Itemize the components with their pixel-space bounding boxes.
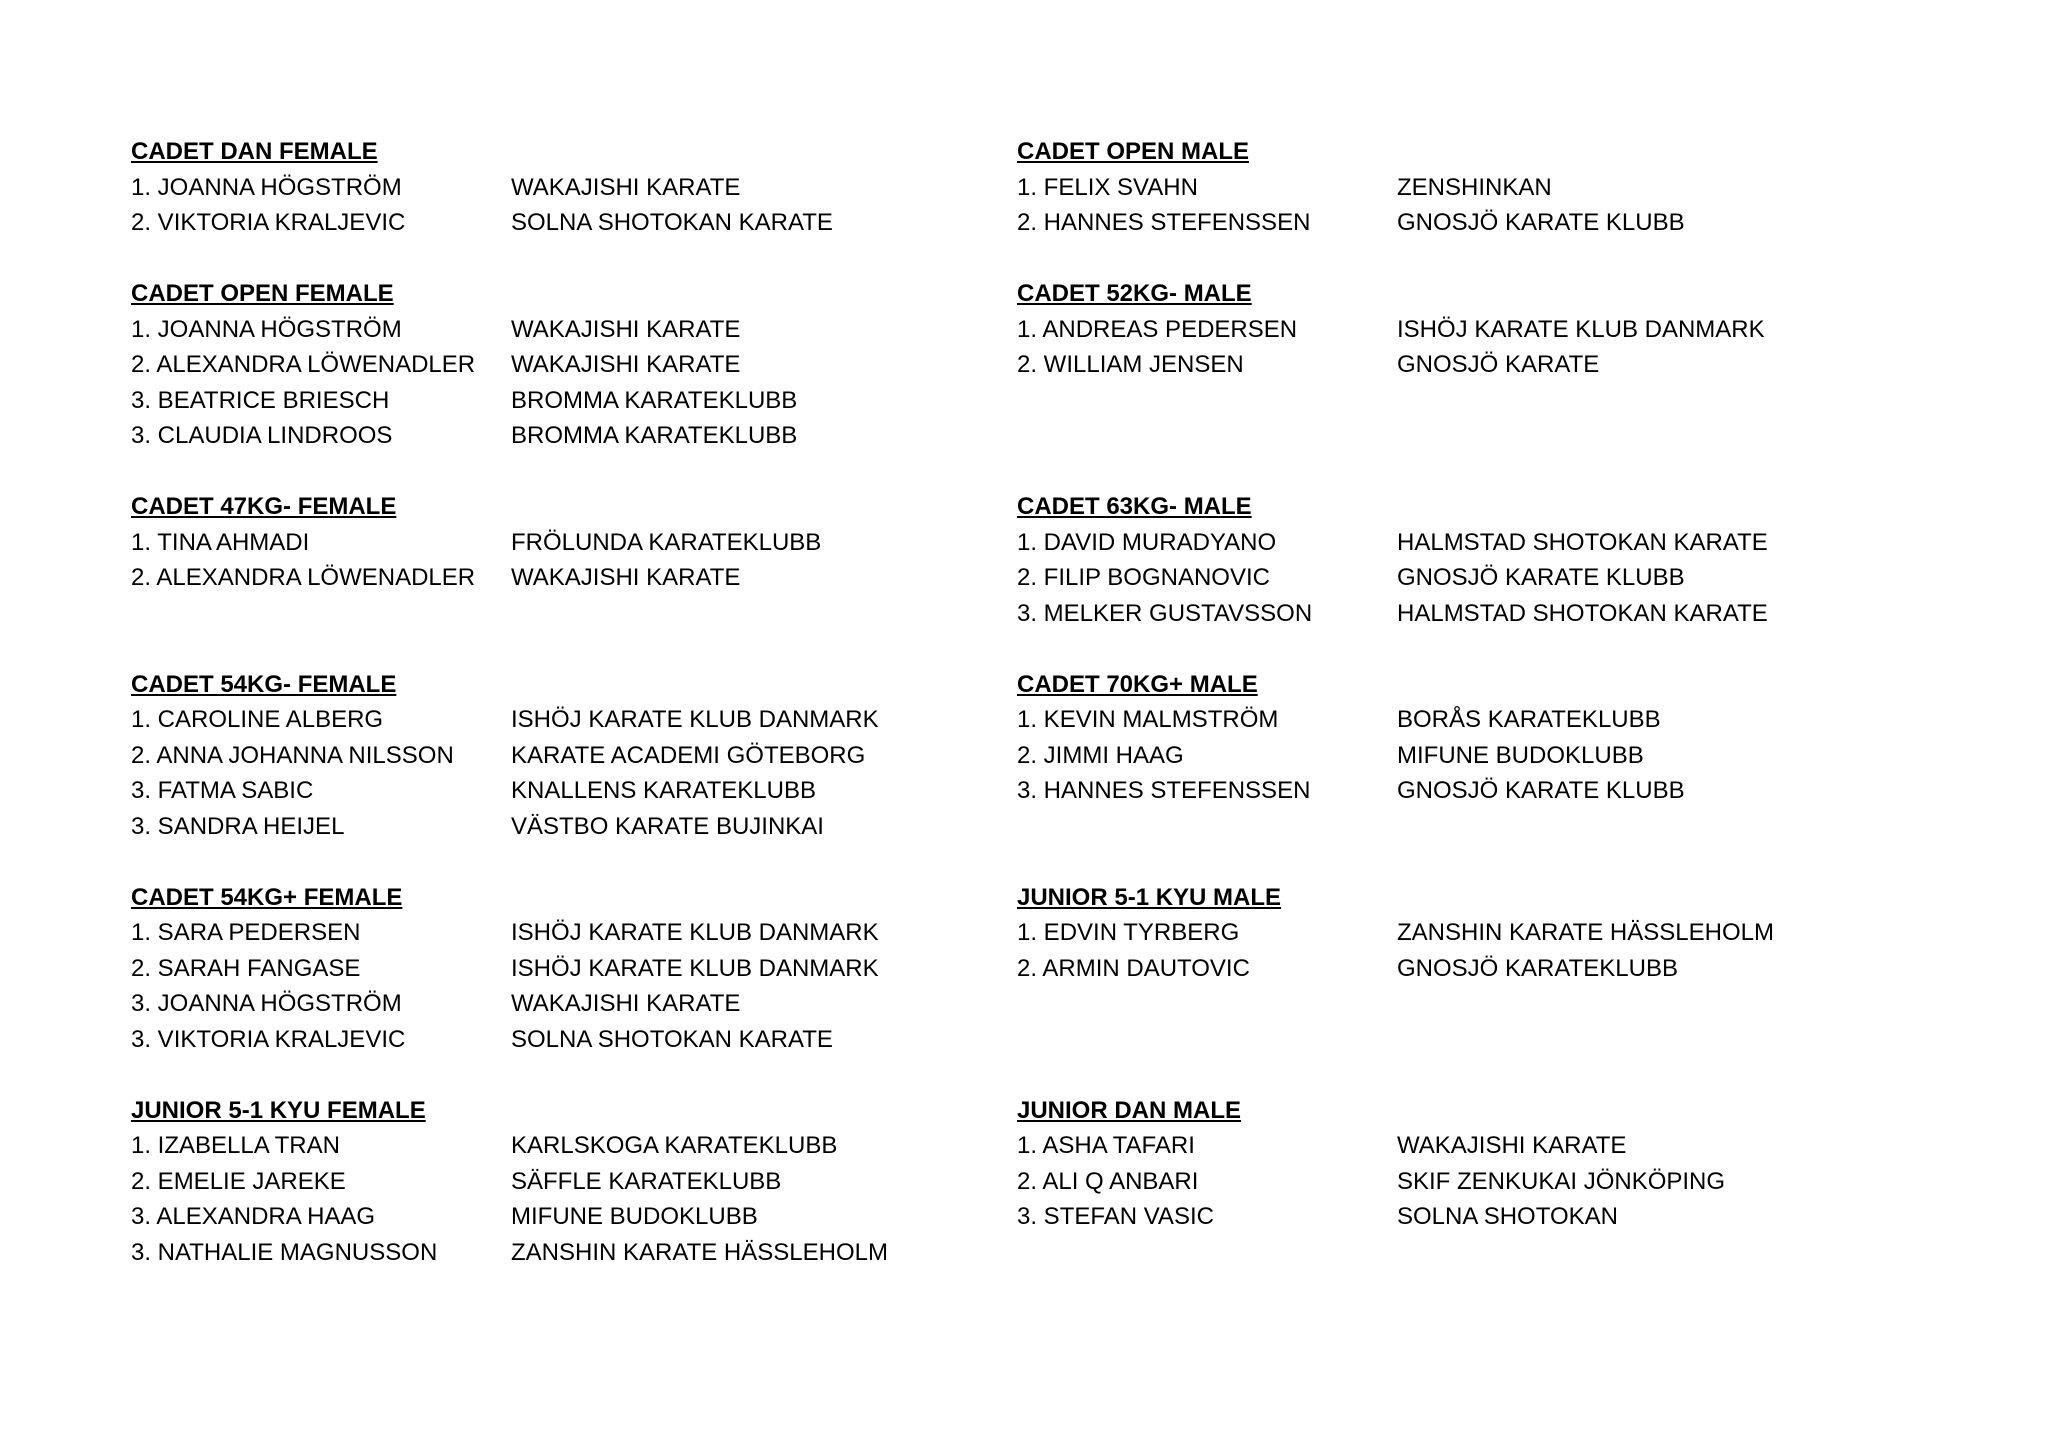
club-name: GNOSJÖ KARATE (1397, 351, 1600, 378)
competitor-name: 1. SARA PEDERSEN (131, 919, 361, 946)
result-row (1017, 915, 1877, 951)
result-row (1017, 312, 1877, 348)
club-name: WAKAJISHI KARATE (511, 990, 741, 1017)
club-name: FRÖLUNDA KARATEKLUBB (511, 528, 822, 556)
result-row (131, 525, 991, 561)
club-name: HALMSTAD SHOTOKAN KARATE (1397, 528, 1768, 556)
result-row (1017, 1128, 1877, 1164)
competitor-name: 2. ALEXANDRA LÖWENADLER (131, 351, 476, 378)
competitor-name: 2. SARAH FANGASE (131, 954, 361, 982)
result-row (1017, 738, 1877, 774)
result-row (131, 1235, 991, 1271)
result-row (131, 809, 991, 845)
result-row (131, 738, 991, 774)
competitor-name: 1. JOANNA HÖGSTRÖM (131, 173, 402, 201)
club-name: ISHÖJ KARATE KLUB DANMARK (1397, 315, 1765, 343)
section-junior-5-1-kyu-male (1017, 880, 1877, 987)
result-row (1017, 702, 1877, 738)
result-row (131, 1199, 991, 1235)
section-title: CADET DAN FEMALE (131, 138, 378, 165)
result-row (1017, 170, 1877, 206)
competitor-name: 3. FATMA SABIC (131, 777, 314, 804)
section-junior-dan-male (1017, 1093, 1877, 1235)
competitor-name: 1. CAROLINE ALBERG (131, 706, 384, 733)
club-name: KARATE ACADEMI GÖTEBORG (511, 741, 866, 769)
club-name: KARLSKOGA KARATEKLUBB (511, 1132, 838, 1159)
competitor-name: 3. BEATRICE BRIESCH (131, 386, 390, 414)
result-row (1017, 951, 1877, 987)
competitor-name: 1. JOANNA HÖGSTRÖM (131, 315, 402, 343)
club-name: ZANSHIN KARATE HÄSSLEHOLM (1397, 919, 1774, 946)
result-row (1017, 347, 1877, 383)
result-row (1017, 596, 1877, 632)
competitor-name: 3. HANNES STEFENSSEN (1017, 777, 1311, 804)
section-title: JUNIOR 5-1 KYU MALE (1017, 883, 1282, 911)
competitor-name: 2. ANNA JOHANNA NILSSON (131, 741, 454, 769)
result-row (131, 560, 991, 596)
result-row (131, 702, 991, 738)
section-cadet-open-female (131, 276, 991, 454)
result-row (131, 986, 991, 1022)
section-cadet-dan-female (131, 134, 991, 241)
competitor-name: 2. ALI Q ANBARI (1017, 1167, 1199, 1195)
section-title: CADET 47KG- FEMALE (131, 493, 397, 520)
competitor-name: 1. KEVIN MALMSTRÖM (1017, 706, 1279, 733)
competitor-name: 2. FILIP BOGNANOVIC (1017, 564, 1270, 591)
result-row (131, 1128, 991, 1164)
competitor-name: 2. ALEXANDRA LÖWENADLER (131, 564, 476, 591)
club-name: SOLNA SHOTOKAN (1397, 1203, 1618, 1230)
club-name: VÄSTBO KARATE BUJINKAI (511, 812, 824, 840)
competitor-name: 3. JOANNA HÖGSTRÖM (131, 990, 402, 1017)
result-row (131, 383, 991, 419)
club-name: KNALLENS KARATEKLUBB (511, 777, 817, 804)
result-row (131, 347, 991, 383)
competitor-name: 2. ARMIN DAUTOVIC (1017, 954, 1250, 982)
section-cadet-47kg-female (131, 489, 991, 596)
club-name: ZENSHINKAN (1397, 173, 1552, 201)
competitor-name: 3. VIKTORIA KRALJEVIC (131, 1025, 406, 1053)
club-name: GNOSJÖ KARATEKLUBB (1397, 954, 1678, 982)
section-title: CADET 70KG+ MALE (1017, 670, 1258, 698)
competitor-name: 3. STEFAN VASIC (1017, 1203, 1214, 1230)
club-name: ZANSHIN KARATE HÄSSLEHOLM (511, 1238, 888, 1266)
competitor-name: 2. HANNES STEFENSSEN (1017, 209, 1311, 236)
section-title: CADET 54KG+ FEMALE (131, 883, 403, 911)
competitor-name: 2. VIKTORIA KRALJEVIC (131, 209, 406, 236)
result-row (131, 951, 991, 987)
club-name: ISHÖJ KARATE KLUB DANMARK (511, 706, 879, 733)
club-name: SKIF ZENKUKAI JÖNKÖPING (1397, 1167, 1726, 1195)
section-title: JUNIOR 5-1 KYU FEMALE (131, 1096, 426, 1124)
result-row (131, 418, 991, 454)
competitor-name: 1. DAVID MURADYANO (1017, 528, 1277, 556)
section-cadet-open-male (1017, 134, 1877, 241)
result-row (1017, 560, 1877, 596)
section-cadet-70kg-male (1017, 667, 1877, 809)
result-row (131, 205, 991, 241)
club-name: ISHÖJ KARATE KLUB DANMARK (511, 954, 879, 982)
result-row (1017, 1164, 1877, 1200)
result-row (131, 1022, 991, 1058)
section-cadet-52kg-male (1017, 276, 1877, 383)
competitor-name: 3. NATHALIE MAGNUSSON (131, 1238, 438, 1266)
competitor-name: 3. MELKER GUSTAVSSON (1017, 599, 1313, 627)
club-name: WAKAJISHI KARATE (511, 173, 741, 201)
club-name: SOLNA SHOTOKAN KARATE (511, 1025, 833, 1053)
section-title: CADET OPEN FEMALE (131, 280, 394, 307)
result-row (131, 170, 991, 206)
club-name: WAKAJISHI KARATE (511, 564, 741, 591)
section-junior-5-1-kyu-female (131, 1093, 991, 1271)
section-title: JUNIOR DAN MALE (1017, 1096, 1242, 1124)
section-title: CADET 63KG- MALE (1017, 493, 1252, 520)
club-name: BORÅS KARATEKLUBB (1397, 706, 1661, 733)
club-name: GNOSJÖ KARATE KLUBB (1397, 564, 1685, 591)
competitor-name: 1. FELIX SVAHN (1017, 173, 1198, 201)
competitor-name: 3. SANDRA HEIJEL (131, 812, 345, 840)
competitor-name: 2. WILLIAM JENSEN (1017, 351, 1244, 378)
club-name: SOLNA SHOTOKAN KARATE (511, 209, 833, 236)
competitor-name: 2. EMELIE JAREKE (131, 1167, 346, 1195)
section-title: CADET 54KG- FEMALE (131, 670, 397, 698)
club-name: MIFUNE BUDOKLUBB (511, 1203, 758, 1230)
result-row (131, 915, 991, 951)
result-row (131, 312, 991, 348)
result-row (131, 773, 991, 809)
result-row (1017, 1199, 1877, 1235)
competitor-name: 1. ASHA TAFARI (1017, 1132, 1195, 1159)
club-name: BROMMA KARATEKLUBB (511, 386, 798, 414)
club-name: MIFUNE BUDOKLUBB (1397, 741, 1644, 769)
section-title: CADET OPEN MALE (1017, 138, 1250, 165)
club-name: HALMSTAD SHOTOKAN KARATE (1397, 599, 1768, 627)
competitor-name: 1. IZABELLA TRAN (131, 1132, 340, 1159)
result-row (131, 1164, 991, 1200)
club-name: ISHÖJ KARATE KLUB DANMARK (511, 919, 879, 946)
section-cadet-63kg-male (1017, 489, 1877, 631)
result-row (1017, 525, 1877, 561)
club-name: BROMMA KARATEKLUBB (511, 422, 798, 449)
result-row (1017, 773, 1877, 809)
club-name: SÄFFLE KARATEKLUBB (511, 1167, 782, 1195)
competitor-name: 3. CLAUDIA LINDROOS (131, 422, 393, 449)
result-row (1017, 205, 1877, 241)
competitor-name: 2. JIMMI HAAG (1017, 741, 1184, 769)
section-cadet-54kg-female (131, 667, 991, 845)
section-cadet-54kg-female (131, 880, 991, 1058)
competitor-name: 1. TINA AHMADI (131, 528, 310, 556)
club-name: GNOSJÖ KARATE KLUBB (1397, 777, 1685, 804)
competitor-name: 1. EDVIN TYRBERG (1017, 919, 1240, 946)
competitor-name: 3. ALEXANDRA HAAG (131, 1203, 376, 1230)
club-name: WAKAJISHI KARATE (511, 351, 741, 378)
club-name: WAKAJISHI KARATE (1397, 1132, 1627, 1159)
section-title: CADET 52KG- MALE (1017, 280, 1252, 307)
club-name: WAKAJISHI KARATE (511, 315, 741, 343)
competitor-name: 1. ANDREAS PEDERSEN (1017, 315, 1298, 343)
club-name: GNOSJÖ KARATE KLUBB (1397, 209, 1685, 236)
